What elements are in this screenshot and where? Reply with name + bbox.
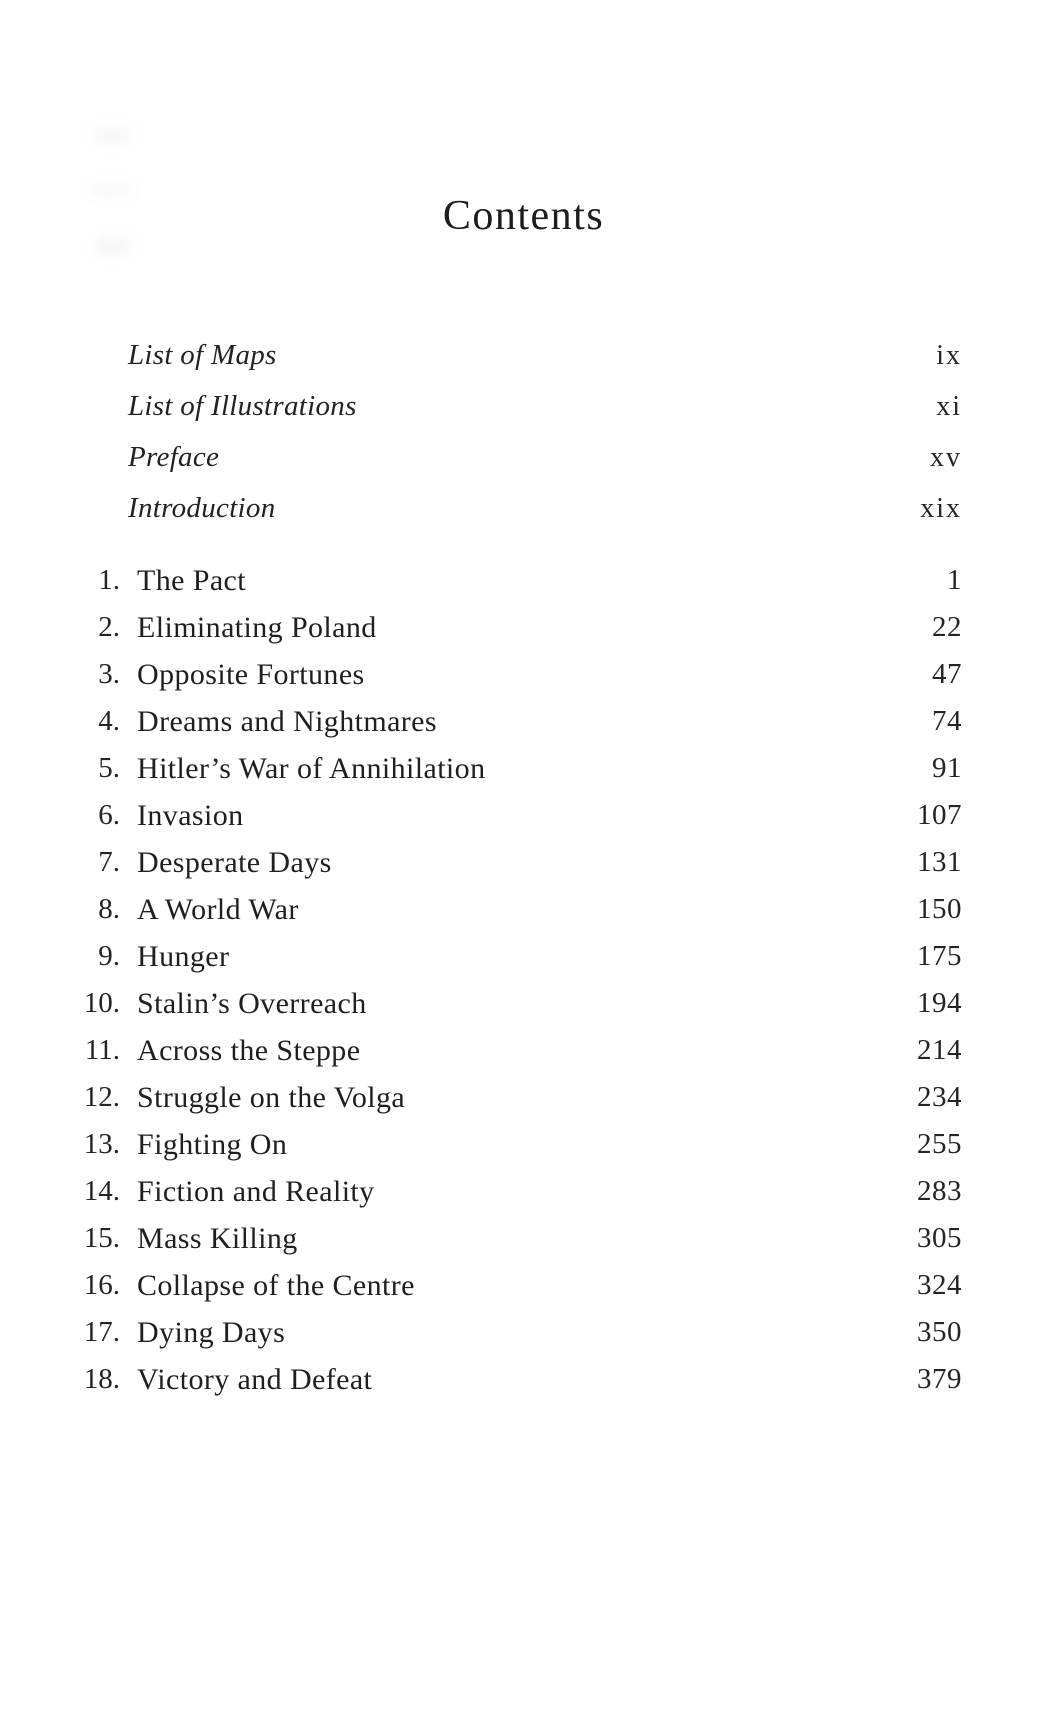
front-matter-row xyxy=(128,330,962,381)
chapter-row xyxy=(0,1168,962,1215)
chapter-title: Fighting On xyxy=(137,1127,288,1161)
chapter-page-number: 234 xyxy=(917,1081,962,1113)
chapter-row xyxy=(0,980,962,1027)
chapter-title: The Pact xyxy=(137,563,246,597)
chapter-row xyxy=(0,1215,962,1262)
chapter-number: 7. xyxy=(98,846,120,878)
chapter-number: 1. xyxy=(98,564,120,596)
chapter-title: A World War xyxy=(137,892,299,926)
chapter-number: 15. xyxy=(83,1222,120,1254)
chapter-number: 12. xyxy=(83,1081,120,1113)
chapter-row xyxy=(0,1309,962,1356)
front-matter-page-number: xix xyxy=(920,492,962,524)
chapter-row xyxy=(0,698,962,745)
chapter-number: 3. xyxy=(98,658,120,690)
chapter-title: Eliminating Poland xyxy=(137,610,377,644)
chapter-title: Desperate Days xyxy=(137,845,332,879)
front-matter-label: Introduction xyxy=(128,492,276,524)
chapter-row xyxy=(0,839,962,886)
chapter-title: Mass Killing xyxy=(137,1221,298,1255)
chapter-title: Victory and Defeat xyxy=(137,1362,373,1396)
chapter-row xyxy=(0,1074,962,1121)
chapter-page-number: 283 xyxy=(917,1175,962,1207)
chapter-page-number: 350 xyxy=(917,1316,962,1348)
chapter-title: Stalin’s Overreach xyxy=(137,986,367,1020)
chapter-title: Hunger xyxy=(137,939,230,973)
chapter-row xyxy=(0,1027,962,1074)
chapter-number: 2. xyxy=(98,611,120,643)
chapter-number: 14. xyxy=(83,1175,120,1207)
scan-ghosting-mark xyxy=(94,238,132,254)
scan-ghosting-mark xyxy=(92,128,132,142)
chapter-page-number: 47 xyxy=(932,658,962,690)
chapter-page-number: 74 xyxy=(932,705,962,737)
chapter-page-number: 305 xyxy=(917,1222,962,1254)
chapter-page-number: 324 xyxy=(917,1269,962,1301)
chapter-row xyxy=(0,557,962,604)
chapter-row xyxy=(0,651,962,698)
chapter-title: Invasion xyxy=(137,798,244,832)
front-matter-label: Preface xyxy=(128,441,220,473)
chapter-number: 9. xyxy=(98,940,120,972)
chapter-title: Dying Days xyxy=(137,1315,286,1349)
chapter-row xyxy=(0,792,962,839)
chapter-page-number: 255 xyxy=(917,1128,962,1160)
front-matter-row xyxy=(128,432,962,483)
chapter-title: Dreams and Nightmares xyxy=(137,704,437,738)
chapter-page-number: 175 xyxy=(917,940,962,972)
chapter-title: Across the Steppe xyxy=(137,1033,361,1067)
chapter-page-number: 214 xyxy=(917,1034,962,1066)
front-matter-page-number: xv xyxy=(930,441,962,473)
chapter-list xyxy=(0,557,962,1403)
front-matter-page-number: xi xyxy=(936,390,962,422)
chapter-page-number: 22 xyxy=(932,611,962,643)
chapter-number: 8. xyxy=(98,893,120,925)
chapter-title: Fiction and Reality xyxy=(137,1174,375,1208)
chapter-row xyxy=(0,1356,962,1403)
chapter-page-number: 131 xyxy=(917,846,962,878)
chapter-row xyxy=(0,1262,962,1309)
front-matter-label: List of Illustrations xyxy=(128,390,357,422)
page-title: Contents xyxy=(442,193,605,239)
chapter-page-number: 107 xyxy=(917,799,962,831)
chapter-row xyxy=(0,604,962,651)
chapter-page-number: 379 xyxy=(917,1363,962,1395)
front-matter-list xyxy=(128,330,962,534)
front-matter-page-number: ix xyxy=(936,339,962,371)
chapter-page-number: 1 xyxy=(947,564,962,596)
chapter-row xyxy=(0,886,962,933)
front-matter-label: List of Maps xyxy=(128,339,277,371)
chapter-row xyxy=(0,745,962,792)
chapter-title: Struggle on the Volga xyxy=(137,1080,406,1114)
chapter-title: Hitler’s War of Annihilation xyxy=(137,751,486,785)
chapter-number: 13. xyxy=(83,1128,120,1160)
front-matter-row xyxy=(128,483,962,534)
chapter-number: 4. xyxy=(98,705,120,737)
chapter-page-number: 91 xyxy=(932,752,962,784)
chapter-number: 16. xyxy=(83,1269,120,1301)
chapter-page-number: 194 xyxy=(917,987,962,1019)
chapter-number: 18. xyxy=(83,1363,120,1395)
chapter-row xyxy=(0,933,962,980)
chapter-page-number: 150 xyxy=(917,893,962,925)
chapter-number: 5. xyxy=(98,752,120,784)
chapter-number: 6. xyxy=(98,799,120,831)
chapter-title: Opposite Fortunes xyxy=(137,657,365,691)
front-matter-row xyxy=(128,381,962,432)
chapter-title: Collapse of the Centre xyxy=(137,1268,415,1302)
chapter-row xyxy=(0,1121,962,1168)
chapter-number: 10. xyxy=(83,987,120,1019)
chapter-number: 11. xyxy=(84,1034,120,1066)
chapter-number: 17. xyxy=(83,1316,120,1348)
